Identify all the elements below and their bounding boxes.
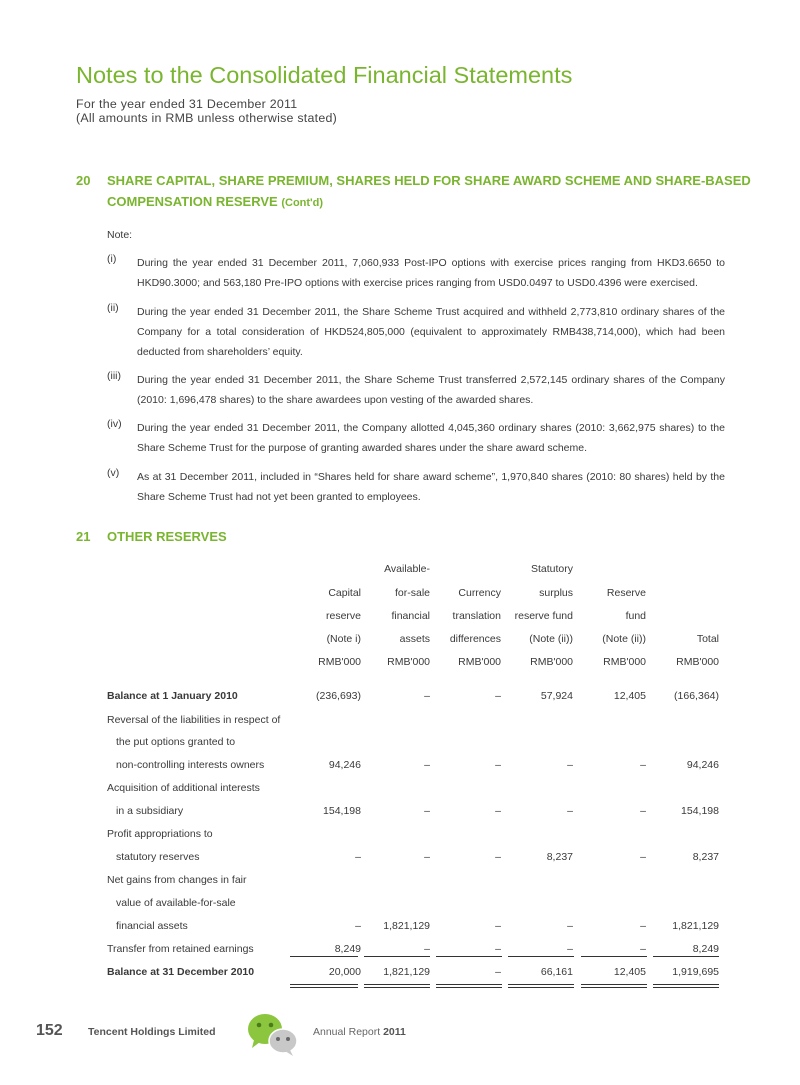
row-label: financial assets	[116, 920, 188, 932]
note-number: (iii)	[107, 370, 121, 382]
cell-value: (236,693)	[316, 690, 361, 702]
column-header: financial	[391, 610, 430, 622]
cell-value: –	[640, 759, 646, 771]
row-label: in a subsidiary	[116, 805, 184, 817]
cell-value: 94,246	[328, 759, 361, 771]
cell-value: 12,405	[613, 690, 646, 702]
column-header: surplus	[539, 587, 573, 599]
cell-value: –	[567, 805, 573, 817]
cell-value: 57,924	[540, 690, 573, 702]
cell-value: 154,198	[681, 805, 719, 817]
row-label: Balance at 1 January 2010	[107, 690, 238, 702]
column-header: RMB'000	[603, 656, 646, 668]
section-20-title-line2	[107, 194, 323, 209]
wechat-logo-icon	[244, 1010, 302, 1058]
cell-value: –	[495, 851, 501, 863]
cell-value: –	[495, 920, 501, 932]
column-header: (Note (ii))	[529, 633, 573, 645]
row-label: Balance at 31 December 2010	[107, 966, 255, 978]
cell-value: –	[640, 805, 646, 817]
cell-value: –	[424, 759, 430, 771]
page-subtitle-currency: (All amounts in RMB unless otherwise stated)	[76, 111, 337, 125]
cell-value: –	[495, 943, 501, 955]
note-label: Note:	[107, 229, 133, 241]
cell-value: –	[424, 805, 430, 817]
row-label: Acquisition of additional interests	[107, 782, 260, 794]
column-header: fund	[625, 610, 646, 622]
total-double-rule	[364, 984, 430, 988]
column-header: RMB'000	[318, 656, 361, 668]
column-header: assets	[399, 633, 430, 645]
column-header: Capital	[328, 587, 361, 599]
cell-value: –	[424, 851, 430, 863]
subtotal-rule	[364, 956, 430, 957]
note-text: During the year ended 31 December 2011, the Share Scheme Trust acquired and withheld 2,773,810 ordinary shares of the Company for a total consideration of HKD524,805,000 (equivalent to approximately RMB438,714,000), which had been deducted from shareholders’ equity.	[137, 306, 725, 358]
page-title: Notes to the Consolidated Financial Statements	[76, 62, 573, 88]
report-year: 2011	[383, 1026, 406, 1038]
cell-value: 8,237	[692, 851, 719, 863]
cell-value: –	[567, 943, 573, 955]
subtotal-rule	[581, 956, 647, 957]
page-number: 152	[36, 1022, 63, 1039]
column-header: reserve	[325, 610, 361, 622]
column-header: (Note i)	[326, 633, 361, 645]
cell-value: –	[495, 759, 501, 771]
note-text: During the year ended 31 December 2011, the Share Scheme Trust transferred 2,572,145 ordinary shares of the Company (2010: 1,696,478 shares) to the share awardees upon vesting of the awarded shares.	[137, 374, 725, 406]
row-label: value of available-for-sale	[116, 897, 236, 909]
note-text: During the year ended 31 December 2011, 7,060,933 Post-IPO options with exercise prices ranging from HKD3.6650 to HKD90.3000; and 563,180 Pre-IPO options with exercise prices ranging from USD0.0497 to USD0.4396 were exercised.	[137, 257, 725, 289]
company-name: Tencent Holdings Limited	[88, 1026, 216, 1038]
column-header: Reserve	[606, 587, 646, 599]
section-20-title-contd: (Cont'd)	[281, 197, 324, 209]
column-header: RMB'000	[530, 656, 573, 668]
note-text: During the year ended 31 December 2011, the Company allotted 4,045,360 ordinary shares (2010: 3,662,975 shares) to the Share Scheme Trust for the purpose of granting awarded shares under the share award scheme.	[137, 422, 725, 454]
row-label: the put options granted to	[116, 736, 236, 748]
note-number: (i)	[107, 253, 117, 265]
column-header: RMB'000	[676, 656, 719, 668]
cell-value: (166,364)	[674, 690, 719, 702]
column-header: for-sale	[394, 587, 430, 599]
cell-value: 8,237	[546, 851, 573, 863]
cell-value: –	[355, 920, 361, 932]
cell-value: 20,000	[328, 966, 361, 978]
column-header: differences	[449, 633, 501, 645]
report-prefix: Annual Report	[313, 1026, 381, 1038]
section-21-number: 21	[76, 529, 91, 544]
column-header: Currency	[458, 587, 501, 599]
row-label: statutory reserves	[116, 851, 200, 863]
cell-value: –	[640, 851, 646, 863]
row-label: Transfer from retained earnings	[107, 943, 254, 955]
row-label: Reversal of the liabilities in respect of	[107, 714, 281, 726]
total-double-rule	[436, 984, 502, 988]
section-20-title-line1: SHARE CAPITAL, SHARE PREMIUM, SHARES HELD FOR SHARE AWARD SCHEME AND SHARE-BASED	[107, 173, 751, 188]
row-label: non-controlling interests owners	[116, 759, 265, 771]
section-21-title: OTHER RESERVES	[107, 529, 227, 544]
column-header: RMB'000	[458, 656, 501, 668]
note-number: (v)	[107, 467, 120, 479]
row-label: Net gains from changes in fair	[107, 874, 247, 886]
cell-value: 12,405	[613, 966, 646, 978]
column-header: Statutory	[530, 563, 573, 575]
cell-value: –	[640, 943, 646, 955]
row-label: Profit appropriations to	[107, 828, 213, 840]
cell-value: 1,821,129	[383, 920, 430, 932]
column-header: Total	[696, 633, 719, 645]
page-subtitle-period: For the year ended 31 December 2011	[76, 97, 298, 111]
subtotal-rule	[436, 956, 502, 957]
cell-value: 8,249	[692, 943, 719, 955]
cell-value: –	[424, 943, 430, 955]
section-20-title-main: COMPENSATION RESERVE	[107, 194, 278, 209]
total-double-rule	[508, 984, 574, 988]
report-name	[313, 1026, 406, 1038]
cell-value: –	[567, 759, 573, 771]
cell-value: –	[495, 690, 501, 702]
cell-value: 1,821,129	[383, 966, 430, 978]
note-number: (ii)	[107, 302, 119, 314]
section-20-number: 20	[76, 173, 91, 188]
note-number: (iv)	[107, 418, 122, 430]
cell-value: –	[640, 920, 646, 932]
cell-value: –	[495, 966, 501, 978]
column-header: Available-	[384, 563, 430, 575]
subtotal-rule	[653, 956, 719, 957]
cell-value: –	[567, 920, 573, 932]
total-double-rule	[581, 984, 647, 988]
note-text: As at 31 December 2011, included in “Shares held for share award scheme”, 1,970,840 shares (2010: 80 shares) held by the Share Scheme Trust had not yet been granted to employees.	[137, 471, 725, 503]
cell-value: 94,246	[686, 759, 719, 771]
column-header: reserve fund	[514, 610, 573, 622]
cell-value: 8,249	[334, 943, 361, 955]
cell-value: 1,821,129	[672, 920, 719, 932]
cell-value: 66,161	[540, 966, 573, 978]
subtotal-rule	[290, 956, 358, 957]
total-double-rule	[290, 984, 358, 988]
cell-value: –	[355, 851, 361, 863]
column-header: translation	[452, 610, 501, 622]
subtotal-rule	[508, 956, 574, 957]
cell-value: 1,919,695	[672, 966, 719, 978]
column-header: RMB'000	[387, 656, 430, 668]
cell-value: –	[424, 690, 430, 702]
column-header: (Note (ii))	[602, 633, 646, 645]
total-double-rule	[653, 984, 719, 988]
cell-value: –	[495, 805, 501, 817]
cell-value: 154,198	[323, 805, 361, 817]
